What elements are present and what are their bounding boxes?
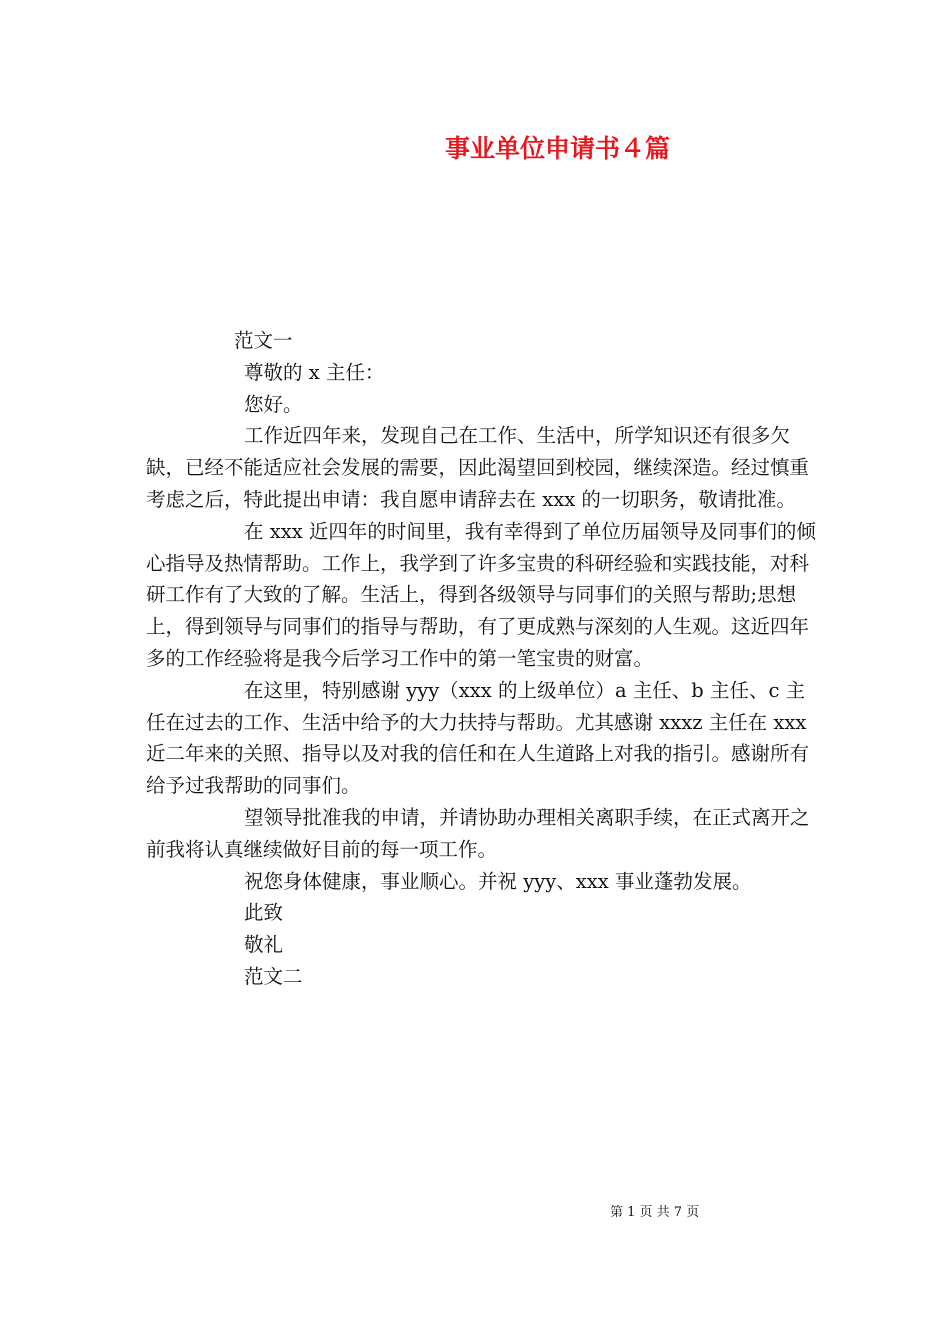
section-heading-1: 范文一	[234, 329, 293, 352]
section-heading-2: 范文二	[244, 964, 303, 988]
salutation: 尊敬的 x 主任：	[244, 360, 385, 384]
greeting: 您好。	[244, 392, 303, 416]
paragraph-2: 在 xxx 近四年的时间里，我有幸得到了单位历届领导及同事们的倾心指导及热情帮助。工作上，我学到了许多宝贵的科研经验和实践技能，对科研工作有了大致的了解。生活上，得到各级领导与同事们的关照与帮助;思想上，得到领导与同事们的指导与帮助，有了更成熟与深刻的人生观。这近四年多的工作经验将是我今后学习工作中的第一笔宝贵的财富。	[146, 519, 816, 670]
closing-line-1: 此致	[244, 901, 284, 925]
closing-line-2: 敬礼	[244, 933, 284, 957]
page-footer: 第 1 页 共 7 页	[610, 1205, 700, 1220]
document-title: 事业单位申请书４篇	[444, 134, 670, 163]
paragraph-4: 望领导批准我的申请，并请协助办理相关离职手续，在正式离开之前我将认真继续做好目前的每一项工作。	[146, 805, 810, 861]
document-body	[146, 325, 822, 993]
paragraph-5: 祝您身体健康，事业顺心。并祝 yyy、xxx 事业蓬勃发展。	[244, 869, 752, 893]
paragraph-3: 在这里，特别感谢 yyy（xxx 的上级单位）a 主任、b 主任、c 主任在过去的工作、生活中给予的大力扶持与帮助。尤其感谢 xxxz 主任在 xxx 近二年来的关照、指导以及对我的信任和在人生道路上对我的指引。感谢所有给予过我帮助的同事们。	[146, 678, 810, 798]
paragraph-1: 工作近四年来，发现自己在工作、生活中，所学知识还有很多欠缺，已经不能适应社会发展的需要，因此渴望回到校园，继续深造。经过慎重考虑之后，特此提出申请：我自愿申请辞去在 xxx 的一切职务，敬请批准。	[146, 424, 810, 511]
